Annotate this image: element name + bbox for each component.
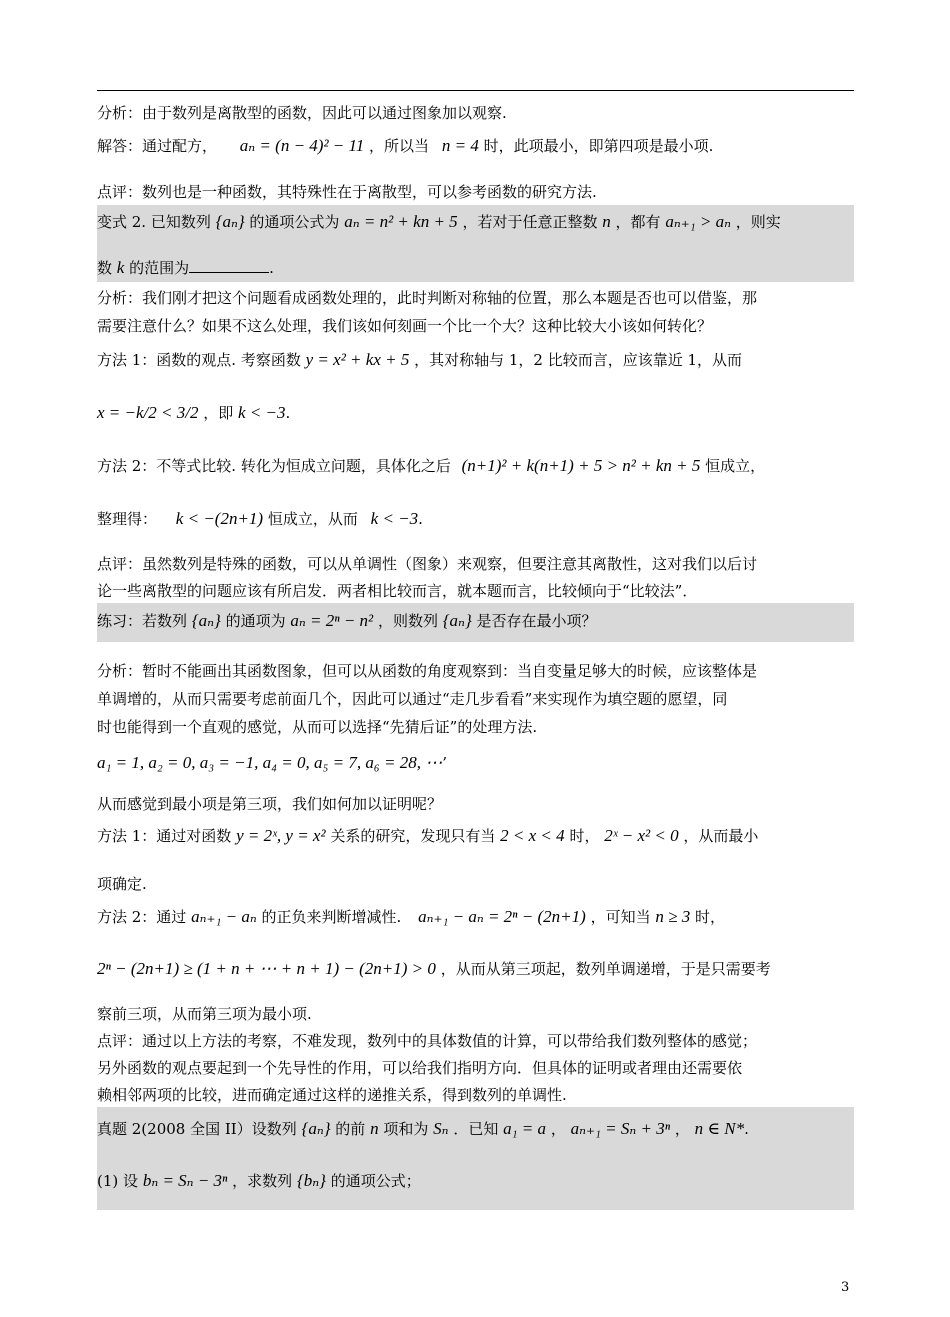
formula: {aₙ} bbox=[191, 611, 221, 630]
formula: n bbox=[370, 1119, 379, 1138]
variant-line-1: 变式 2. 已知数列 {aₙ} 的通项公式为 aₙ = n² + kn + 5 ，若对于任意正整数 n ，都有 aₙ₊₁ > aₙ ，则实 bbox=[97, 212, 781, 231]
analysis-line: 分析：由于数列是离散型的函数，因此可以通过图象加以观察. bbox=[97, 104, 507, 122]
formula: aₙ₊₁ > aₙ bbox=[665, 212, 731, 231]
method-line: 方法 2：不等式比较. 转化为恒成立问题，具体化之后 (n+1)² + k(n+1) + 5 > n² + kn + 5 恒成立， bbox=[97, 456, 766, 475]
method-line: 整理得： k < −(2n+1) 恒成立，从而 k < −3. bbox=[97, 509, 423, 528]
formula: aₙ = (n − 4)² − 11 bbox=[239, 136, 365, 155]
comment-line: 赖相邻两项的比较，进而确定通过这样的递推关系，得到数列的单调性. bbox=[97, 1086, 567, 1104]
formula: n ∈ N* bbox=[694, 1119, 745, 1138]
formula: {bₙ} bbox=[296, 1171, 326, 1190]
variant-line-2: 数 k 的范围为 . bbox=[97, 258, 274, 277]
formula: k < −3 bbox=[238, 403, 286, 422]
formula: {aₙ} bbox=[442, 611, 472, 630]
method-line: 方法 1：函数的观点. 考察函数 y = x² + kx + 5 ，其对称轴与 1，2 比较而言，应该靠近 1，从而 bbox=[97, 350, 743, 369]
formula: x = −k/2 < 3/2 bbox=[97, 403, 199, 422]
formula: aₙ₊₁ − aₙ bbox=[191, 907, 257, 926]
comment-line: 点评：数列也是一种函数，其特殊性在于离散型，可以参考函数的研究方法. bbox=[97, 183, 597, 201]
answer-line: 解答：通过配方， aₙ = (n − 4)² − 11 ，所以当 n = 4 时，此项最小，即第四项是最小项. bbox=[97, 136, 714, 155]
method-line: 察前三项，从而第三项为最小项. bbox=[97, 1005, 312, 1023]
formula: bₙ = Sₙ − 3ⁿ bbox=[142, 1171, 228, 1190]
formula: a₁ = 1, a₂ = 0, a₃ = −1, a₄ = 0, a₅ = 7, a₆ = 28, ⋯ bbox=[97, 753, 443, 772]
formula: k bbox=[116, 258, 125, 277]
formula: k < −(2n+1) bbox=[175, 509, 264, 528]
method-line: 方法 1：通过对函数 y = 2ˣ, y = x² 关系的研究，发现只有当 2 < x < 4 时， 2ˣ − x² < 0 ，从而最小 bbox=[97, 826, 759, 845]
analysis-line: 需要注意什么？如果不这么处理，我们该如何刻画一个比一个大？这种比较大小该如何转化？ bbox=[97, 317, 713, 335]
formula: n bbox=[602, 212, 611, 231]
header-rule bbox=[97, 90, 854, 91]
comment-line: 论一些离散型的问题应该有所启发．两者相比较而言，就本题而言，比较倾向于“比较法”． bbox=[97, 582, 698, 600]
formula: (n+1)² + k(n+1) + 5 > n² + kn + 5 bbox=[461, 456, 701, 475]
comment-line: 另外函数的观点要起到一个先导性的作用，可以给我们指明方向．但具体的证明或者理由还需要依 bbox=[97, 1059, 743, 1077]
method-line: 方法 2：通过 aₙ₊₁ − aₙ 的正负来判断增减性. aₙ₊₁ − aₙ = 2ⁿ − (2n+1) ，可知当 n ≥ 3 时， bbox=[97, 907, 726, 926]
question-line: 从而感觉到最小项是第三项，我们如何加以证明呢？ bbox=[97, 795, 443, 813]
method-line: 项确定. bbox=[97, 875, 147, 893]
exam-question-line: 真题 2(2008 全国 II）设数列 {aₙ} 的前 n 项和为 Sₙ ．已知 a₁ = a ， aₙ₊₁ = Sₙ + 3ⁿ ， n ∈ N*. bbox=[97, 1119, 749, 1138]
formula: {aₙ} bbox=[215, 212, 245, 231]
formula: aₙ₊₁ − aₙ = 2ⁿ − (2n+1) bbox=[418, 907, 586, 926]
formula: 2ⁿ − (2n+1) ≥ (1 + n + ⋯ + n + 1) − (2n+1) > 0 bbox=[97, 959, 436, 978]
formula: aₙ₊₁ = Sₙ + 3ⁿ bbox=[570, 1119, 671, 1138]
analysis-line: 时也能得到一个直观的感觉，从而可以选择“先猜后证”的处理方法. bbox=[97, 718, 538, 736]
sequence-values: a₁ = 1, a₂ = 0, a₃ = −1, a₄ = 0, a₅ = 7, a₆ = 28, ⋯’ bbox=[97, 753, 448, 772]
formula: {aₙ} bbox=[301, 1119, 331, 1138]
method-line: 2ⁿ − (2n+1) ≥ (1 + n + ⋯ + n + 1) − (2n+1) > 0 ，从而从第三项起，数列单调递增，于是只需要考 bbox=[97, 959, 771, 978]
comment-line: 点评：虽然数列是特殊的函数，可以从单调性（图象）来观察，但要注意其离散性，这对我们以后讨 bbox=[97, 555, 758, 573]
analysis-line: 分析：暂时不能画出其函数图象，但可以从函数的角度观察到：当自变量足够大的时候，应该整体是 bbox=[97, 662, 758, 680]
exercise-line: 练习：若数列 {aₙ} 的通项为 aₙ = 2ⁿ − n² ，则数列 {aₙ} 是否存在最小项？ bbox=[97, 611, 597, 630]
comment-line: 点评：通过以上方法的考察，不难发现，数列中的具体数值的计算，可以带给我们数列整体的感觉； bbox=[97, 1032, 758, 1050]
exam-question-line: (1) 设 bₙ = Sₙ − 3ⁿ ，求数列 {bₙ} 的通项公式； bbox=[97, 1171, 421, 1190]
answer-blank bbox=[189, 258, 269, 273]
method-line: x = −k/2 < 3/2 ，即 k < −3. bbox=[97, 403, 291, 422]
formula: n ≥ 3 bbox=[655, 907, 691, 926]
formula: 2ˣ − x² < 0 bbox=[604, 826, 679, 845]
formula: y = 2ˣ, y = x² bbox=[236, 826, 326, 845]
formula: Sₙ bbox=[433, 1119, 449, 1138]
formula: a₁ = a bbox=[503, 1119, 547, 1138]
analysis-line: 单调增的，从而只需要考虑前面几个，因此可以通过“走几步看看”来实现作为填空题的愿望，同 bbox=[97, 690, 728, 708]
formula: 2 < x < 4 bbox=[500, 826, 565, 845]
formula: k < −3 bbox=[370, 509, 419, 528]
formula: y = x² + kx + 5 bbox=[305, 350, 410, 369]
page-number: 3 bbox=[841, 1280, 850, 1295]
formula: n = 4 bbox=[441, 136, 479, 155]
formula: aₙ = 2ⁿ − n² bbox=[290, 611, 374, 630]
analysis-line: 分析：我们刚才把这个问题看成函数处理的，此时判断对称轴的位置，那么本题是否也可以借鉴，那 bbox=[97, 289, 758, 307]
formula: aₙ = n² + kn + 5 bbox=[344, 212, 458, 231]
